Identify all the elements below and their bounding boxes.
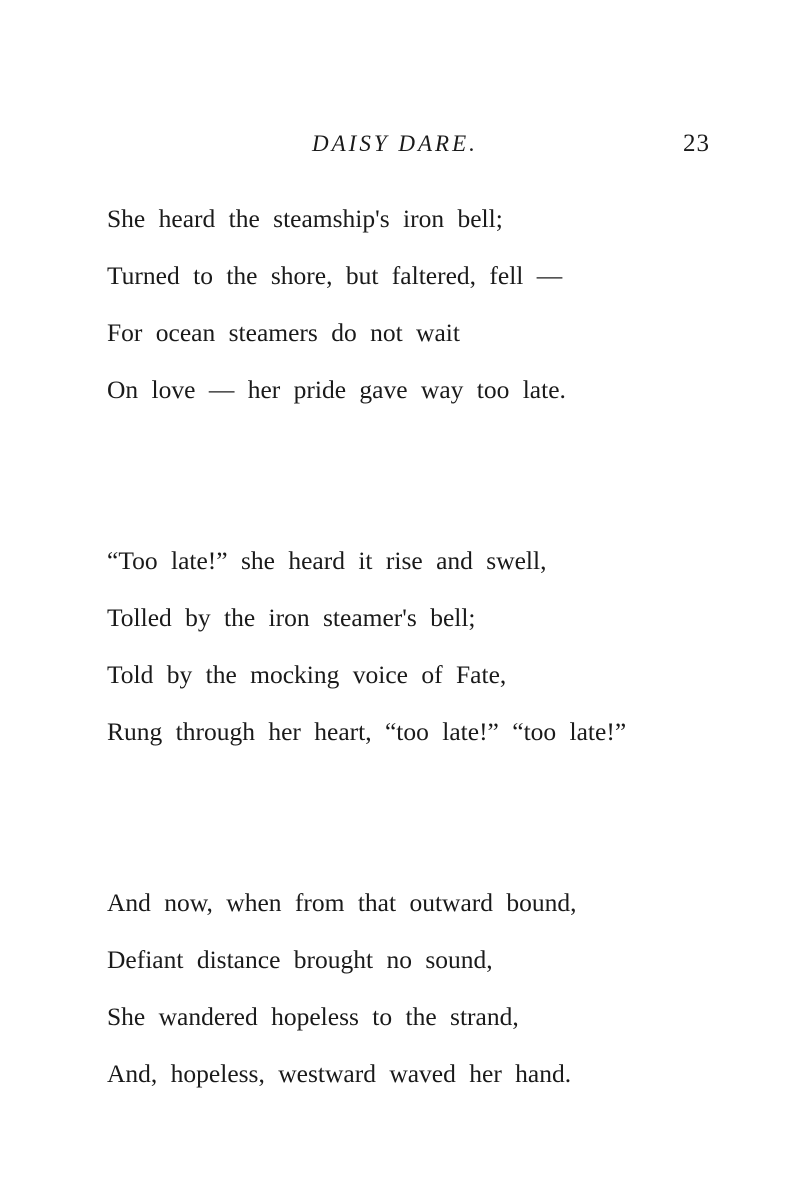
poem-line: And now, when from that outward bound, — [107, 888, 577, 917]
running-title: DAISY DARE. — [312, 131, 478, 156]
poem-line: Rung through her heart, “too late!” “too late!” — [107, 717, 627, 746]
poem-line: Defiant distance brought no sound, — [107, 945, 493, 974]
poem-line: She wandered hopeless to the strand, — [107, 1002, 519, 1031]
poem-line: Told by the mocking voice of Fate, — [107, 660, 507, 689]
poem-line: Turned to the shore, but faltered, fell — — [107, 261, 563, 290]
running-head — [0, 124, 800, 164]
poem-line: Tolled by the iron steamer's bell; — [107, 603, 476, 632]
stanza-3 — [107, 874, 767, 1102]
page-number: 23 — [683, 130, 710, 157]
poem-line: For ocean steamers do not wait — [107, 318, 460, 347]
stanza-2 — [107, 532, 767, 760]
poem-line: She heard the steamship's iron bell; — [107, 204, 503, 233]
poem-line: And, hopeless, westward waved her hand. — [107, 1059, 572, 1088]
stanza-1 — [107, 190, 767, 418]
poem-line: On love — her pride gave way too late. — [107, 375, 566, 404]
poem-body — [107, 190, 767, 1102]
poem-line: “Too late!” she heard it rise and swell, — [107, 546, 547, 575]
